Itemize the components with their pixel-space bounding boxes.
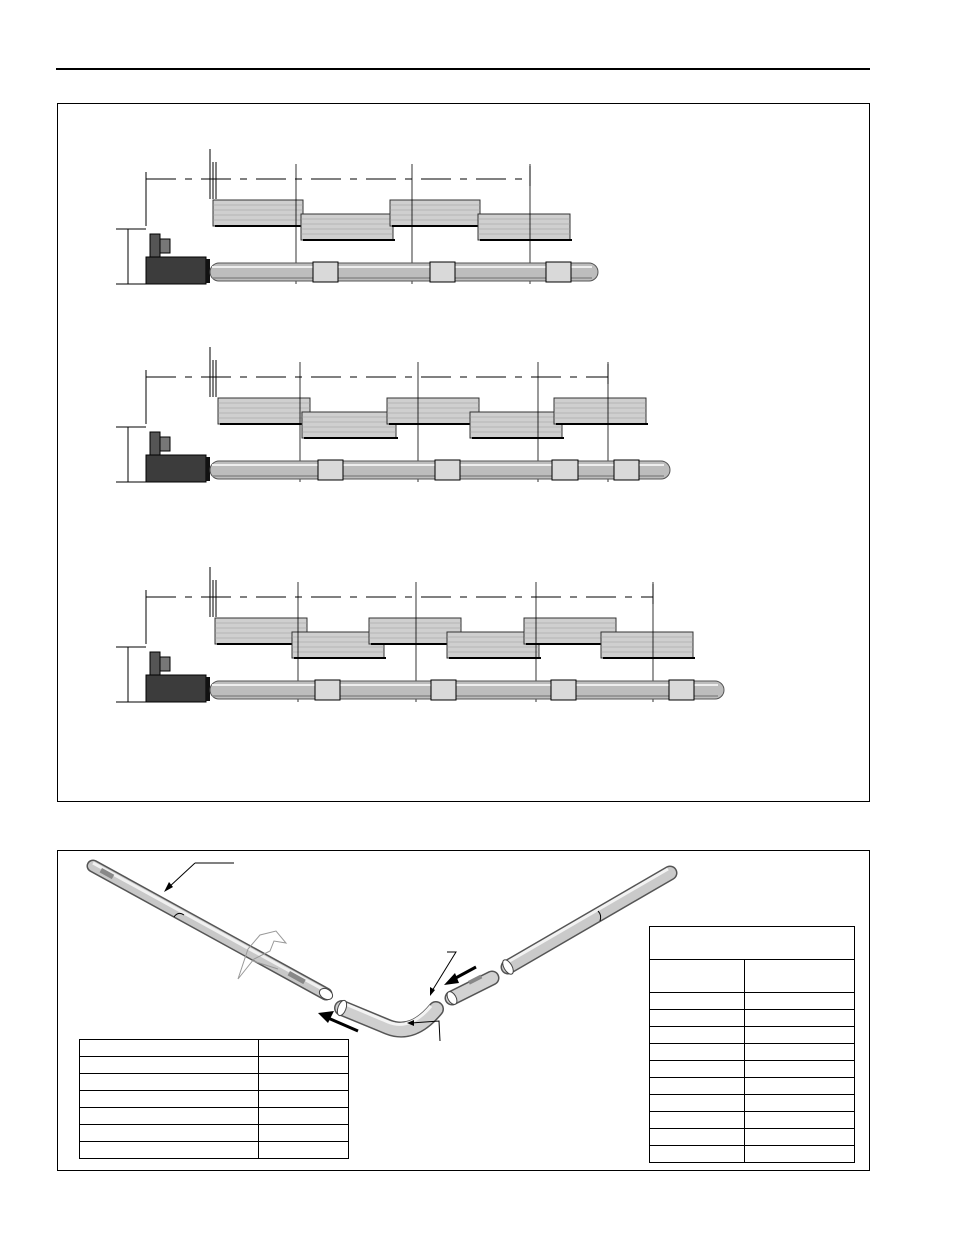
parts-table-row	[80, 1040, 349, 1057]
tube-coupler	[318, 460, 343, 480]
parts-table-cell	[259, 1074, 349, 1091]
parts-table-row	[80, 1125, 349, 1142]
parts-table-cell	[80, 1091, 259, 1108]
dimension-table-header-row	[650, 960, 855, 993]
shaft-layout-figure	[57, 103, 870, 802]
tube-coupler	[552, 460, 578, 480]
dimension-table-row	[650, 1146, 855, 1163]
tube-coupler	[315, 680, 340, 700]
dimension-table	[649, 926, 855, 1163]
dimension-table-cell	[745, 1129, 855, 1146]
tube-coupler	[546, 262, 571, 282]
dimension-table-cell	[745, 993, 855, 1010]
tube-coupler	[435, 460, 460, 480]
dimension-table-header-1	[650, 960, 745, 993]
dimension-table-title-row	[650, 927, 855, 960]
motor-bracket	[150, 234, 160, 257]
dimension-table-row	[650, 1078, 855, 1095]
dimension-table-cell	[650, 993, 745, 1010]
parts-table-cell	[80, 1142, 259, 1159]
parts-table-cell	[259, 1091, 349, 1108]
dimension-table-cell	[745, 1112, 855, 1129]
parts-table-cell	[259, 1142, 349, 1159]
heat-mat	[213, 200, 303, 226]
parts-table-cell	[259, 1125, 349, 1142]
motor-flange	[206, 259, 210, 283]
heat-mat	[302, 412, 396, 438]
parts-table	[79, 1039, 349, 1159]
dimension-table-row	[650, 1112, 855, 1129]
parts-table-cell	[80, 1040, 259, 1057]
dimension-table-row	[650, 1044, 855, 1061]
dimension-table-cell	[650, 1078, 745, 1095]
tube-coupler	[551, 680, 576, 700]
parts-table-row	[80, 1091, 349, 1108]
shaft-layout-drawing	[58, 104, 869, 801]
dimension-table-cell	[745, 1044, 855, 1061]
tube-coupler	[431, 680, 456, 700]
dimension-table-cell	[650, 1061, 745, 1078]
heat-mat	[554, 398, 646, 424]
tube-coupler	[430, 262, 455, 282]
dimension-table-cell	[650, 1129, 745, 1146]
left-shaft-leader	[164, 863, 234, 892]
heat-mat	[478, 214, 570, 240]
dimension-table-cell	[745, 1146, 855, 1163]
dimension-table-row	[650, 1129, 855, 1146]
tube-coupler	[614, 460, 639, 480]
dimension-table-cell	[650, 1044, 745, 1061]
dimension-table-cell	[650, 1010, 745, 1027]
right-shaft	[501, 869, 670, 976]
dimension-table-row	[650, 993, 855, 1010]
motor-bracket	[150, 652, 160, 675]
heat-mat	[390, 200, 480, 226]
dimension-table-cell	[650, 1112, 745, 1129]
motor-bracket	[150, 432, 160, 455]
dimension-table-row	[650, 1027, 855, 1044]
heat-mat	[470, 412, 562, 438]
dimension-table-row	[650, 1010, 855, 1027]
parts-table-cell	[80, 1108, 259, 1125]
heat-mat	[387, 398, 479, 424]
heat-mat	[301, 214, 393, 240]
motor-body	[146, 257, 206, 284]
dimension-table-cell	[650, 1146, 745, 1163]
dimension-table-cell	[745, 1061, 855, 1078]
dimension-table-cell	[745, 1027, 855, 1044]
parts-table-cell	[80, 1057, 259, 1074]
dimension-table-row	[650, 1061, 855, 1078]
dimension-table-cell	[650, 1027, 745, 1044]
dimension-table-cell	[745, 1010, 855, 1027]
parts-table-cell	[80, 1074, 259, 1091]
tube-coupler	[313, 262, 338, 282]
heat-mat	[601, 632, 693, 658]
elbow-tube	[336, 999, 436, 1030]
dimension-table-row	[650, 1095, 855, 1112]
heat-mat	[218, 398, 310, 424]
dimension-table-cell	[745, 1095, 855, 1112]
dimension-table-cell	[745, 1078, 855, 1095]
parts-table-row	[80, 1057, 349, 1074]
dimension-table-title	[650, 927, 855, 960]
parts-table-row	[80, 1142, 349, 1159]
parts-table-cell	[259, 1108, 349, 1125]
motor-bracket-knob	[160, 657, 170, 671]
left-shaft	[93, 863, 335, 1002]
parts-table-cell	[259, 1040, 349, 1057]
motor-body	[146, 455, 206, 482]
header-rule	[56, 68, 870, 70]
dimension-table-cell	[650, 1095, 745, 1112]
parts-table-cell	[80, 1125, 259, 1142]
parts-table-row	[80, 1074, 349, 1091]
motor-bracket-knob	[160, 239, 170, 253]
parts-table-row	[80, 1108, 349, 1125]
shaft-assembly-figure	[57, 850, 870, 1171]
tube-coupler	[669, 680, 694, 700]
parts-table-cell	[259, 1057, 349, 1074]
motor-flange	[206, 677, 210, 701]
motor-body	[146, 675, 206, 702]
motor-flange	[206, 457, 210, 481]
motor-bracket-knob	[160, 437, 170, 451]
dimension-table-header-2	[745, 960, 855, 993]
